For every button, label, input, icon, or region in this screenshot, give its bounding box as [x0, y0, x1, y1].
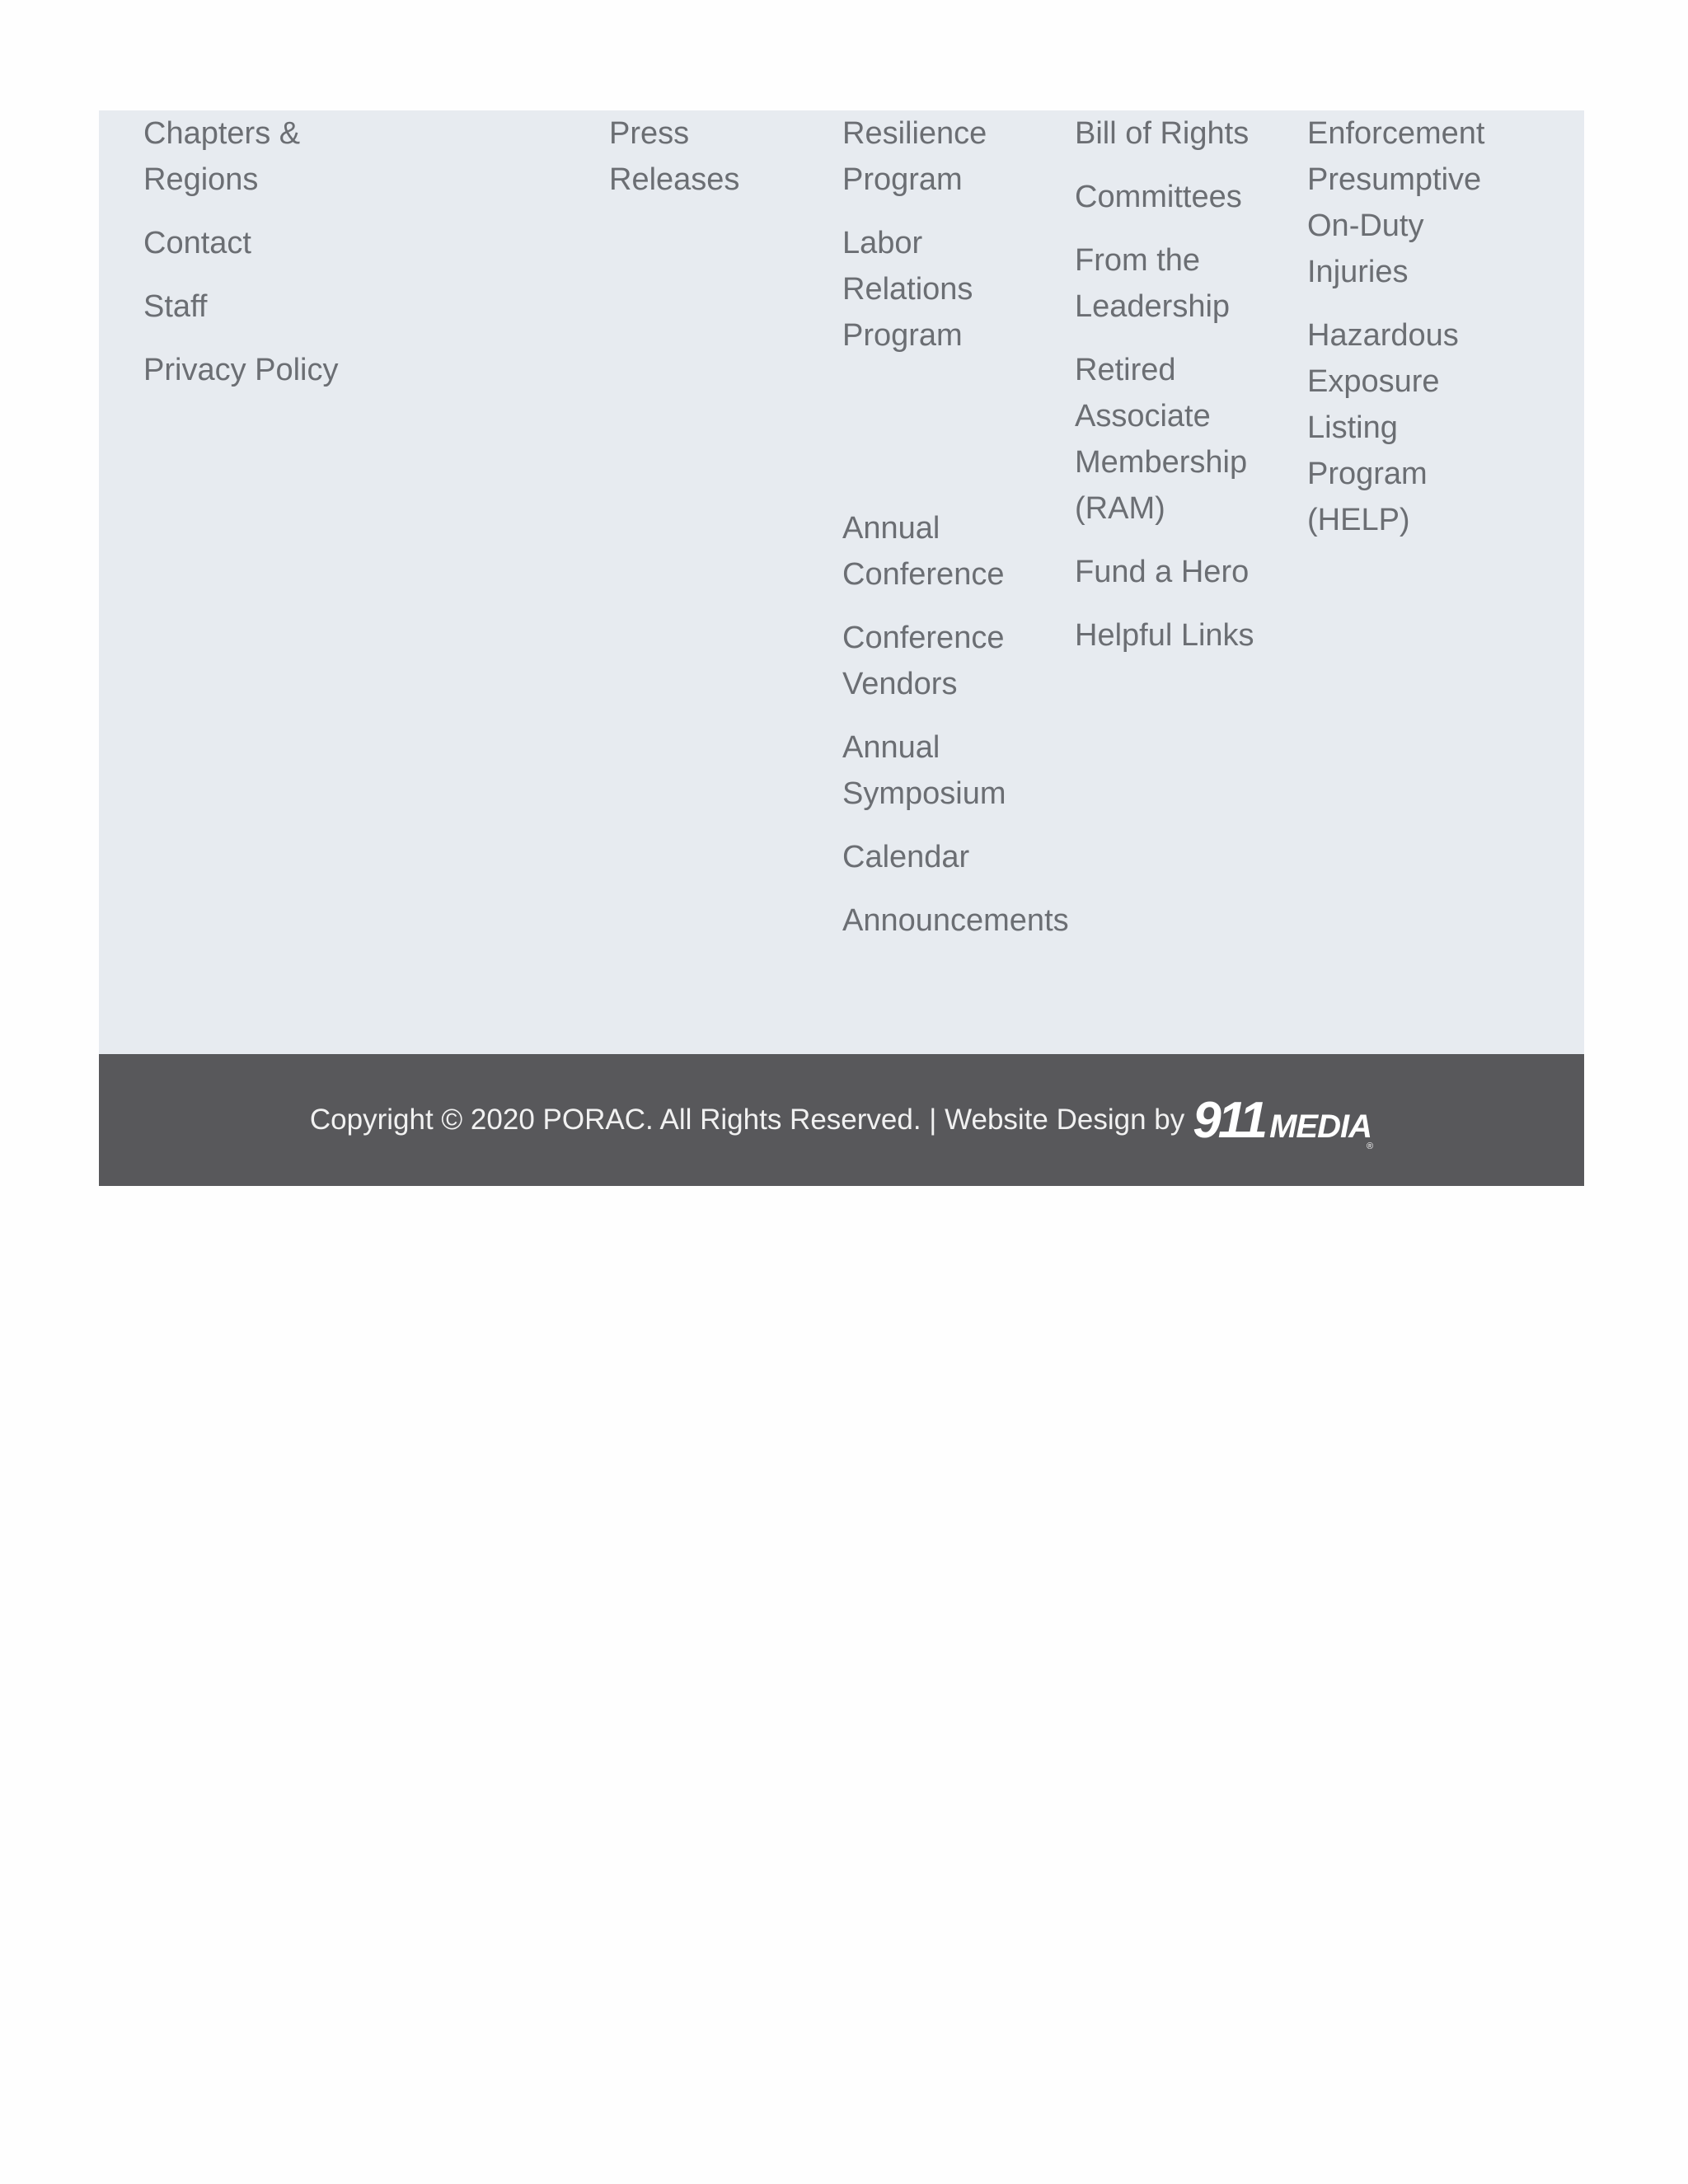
designer-logo-word: MEDIA: [1269, 1108, 1372, 1145]
footer-link-chapters-regions[interactable]: Chapters & Regions: [143, 116, 301, 197]
footer-link-resilience-program[interactable]: Resilience Program: [842, 116, 987, 197]
footer-link-labor-relations-program[interactable]: Labor Relations Program: [842, 226, 973, 353]
footer-column-news: [609, 110, 790, 220]
registered-mark: ®: [1367, 1141, 1374, 1151]
footer-link-helpful-links[interactable]: Helpful Links: [1075, 618, 1254, 653]
column-spacer: [842, 376, 1081, 505]
footer-link-announcements[interactable]: Announcements: [842, 903, 1069, 938]
footer-link-annual-conference[interactable]: Annual Conference: [842, 511, 1005, 592]
footer-link-enforcement-presumptive-injuries[interactable]: Enforcement Presumptive On-Duty Injuries: [1307, 116, 1485, 289]
footer-link-annual-symposium[interactable]: Annual Symposium: [842, 730, 1006, 811]
footer-link-privacy-policy[interactable]: Privacy Policy: [143, 353, 339, 387]
designer-logo-number: 911: [1193, 1092, 1265, 1149]
footer-link-calendar[interactable]: Calendar: [842, 840, 970, 874]
footer-column-membership: [1075, 110, 1273, 676]
designer-logo[interactable]: [1193, 1092, 1374, 1151]
copyright-bar: [99, 1054, 1584, 1186]
footer-link-committees[interactable]: Committees: [1075, 180, 1242, 214]
footer-link-retired-associate-membership[interactable]: Retired Associate Membership (RAM): [1075, 353, 1248, 526]
footer-column-programs-events: [842, 110, 1081, 961]
footer-links-section: [99, 110, 1584, 1054]
copyright-text: Copyright © 2020 PORAC. All Rights Reserved. | Website Design by: [309, 1104, 1185, 1136]
footer-link-hazardous-exposure-listing-program[interactable]: Hazardous Exposure Listing Program (HELP): [1307, 318, 1459, 537]
footer-link-staff[interactable]: Staff: [143, 289, 208, 324]
footer-link-contact[interactable]: Contact: [143, 226, 251, 260]
footer-link-conference-vendors[interactable]: Conference Vendors: [842, 621, 1005, 701]
footer-column-legislation: [1307, 110, 1505, 560]
footer-link-from-the-leadership[interactable]: From the Leadership: [1075, 243, 1231, 324]
footer-column-about: [143, 110, 391, 410]
footer-link-fund-a-hero[interactable]: Fund a Hero: [1075, 555, 1250, 589]
footer-link-bill-of-rights[interactable]: Bill of Rights: [1075, 116, 1250, 151]
footer-link-press-releases[interactable]: Press Releases: [609, 116, 740, 197]
